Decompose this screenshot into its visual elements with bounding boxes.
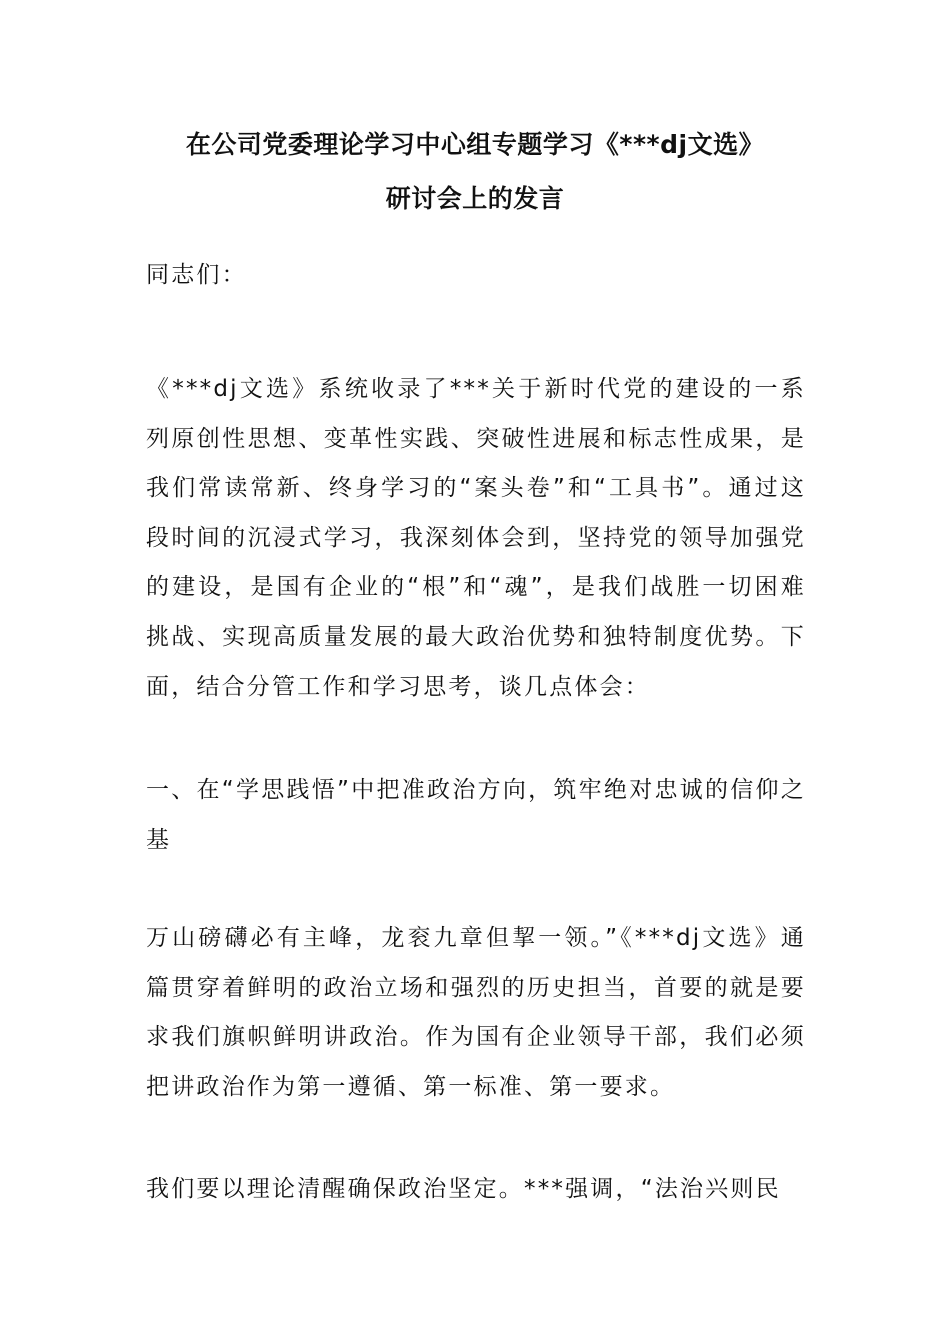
paragraph-section-1: 万山磅礴必有主峰，龙衮九章但挈一领。”《***dj文选》通篇贯穿着鲜明的政治立场和强烈的历史担当，首要的就是要求我们旗帜鲜明讲政治。作为国有企业领导干部，我们必须把讲政治作为第一遵循、第一标准、第一要求。	[146, 925, 806, 1100]
title-line-2: 研讨会上的发言	[385, 184, 565, 213]
paragraph-section-1-continued: 我们要以理论清醒确保政治坚定。***强调，“法治兴则民	[146, 1176, 781, 1202]
document-title	[100, 118, 850, 226]
salutation: 同志们：	[146, 262, 247, 288]
paragraph-intro: 《***dj文选》系统收录了***关于新时代党的建设的一系列原创性思想、变革性实践、突破性进展和标志性成果，是我们常读常新、终身学习的“案头卷”和“工具书”。通过这段时间的沉浸式学习，我深刻体会到，坚持党的领导加强党的建设，是国有企业的“根”和“魂”，是我们战胜一切困难挑战、实现高质量发展的最大政治优势和独特制度优势。下面，结合分管工作和学习思考，谈几点体会：	[146, 376, 806, 700]
title-line-1: 在公司党委理论学习中心组专题学习《***dj文选》	[185, 130, 765, 159]
section-heading-1: 一、在“学思践悟”中把准政治方向，筑牢绝对忠诚的信仰之基	[146, 777, 806, 853]
